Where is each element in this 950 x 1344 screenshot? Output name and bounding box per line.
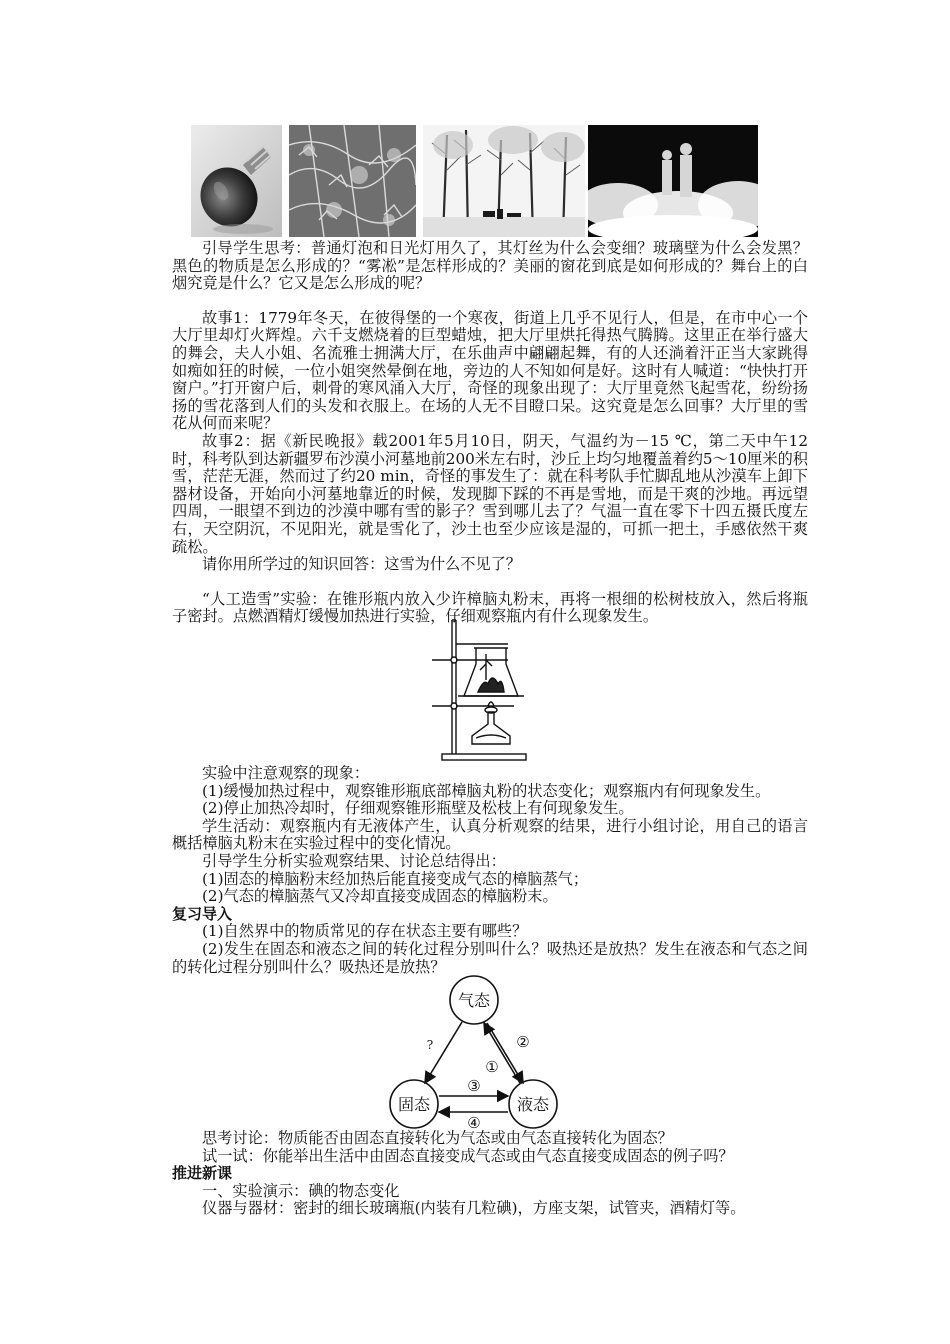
observe-item-2: (2)停止加热冷却时，仔细观察锥形瓶壁及松枝上有何现象发生。	[202, 799, 634, 818]
frost-flower-photo	[289, 125, 416, 237]
experiment-apparatus-figure	[428, 614, 540, 768]
intro-block	[172, 240, 808, 626]
unknown-marker: ?	[426, 1038, 434, 1052]
solid-label: 固态	[397, 1095, 431, 1114]
observe-title: 实验中注意观察的现象：	[202, 764, 370, 782]
try-paragraph: 试一试：你能举出生活中由固态直接变成气态或由气态直接变成固态的例子吗？	[202, 1146, 734, 1165]
activity-paragraph: 学生活动：观察瓶内有无液体产生，认真分析观察的结果，进行小组讨论，用自己的语言概括樟脑丸粉末在实验过程中的变化情况。	[172, 816, 808, 853]
observe-item-1: (1)缓慢加热过程中，观察锥形瓶底部樟脑丸粉的状态变化；观察瓶内有何现象发生。	[202, 781, 771, 800]
story2-paragraph: 故事2：据《新民晚报》载2001年5月10日，阴天，气温约为－15 ℃，第二天中午12时，科考队到达新疆罗布沙漠小河墓地前200米左右时，沙丘上均匀地覆盖着约5～10厘米的积雪，茫茫无涯，然而过了约20 min，奇怪的事发生了：就在科考队手忙脚乱地从沙漠车上卸下器材设备，开始向小河墓地靠近的时候，发现脚下踩的不再是雪地，而是干爽的沙地。再远望四周，一眼望不到边的沙漠中哪有雪的影子？雪到哪儿去了？气温一直在零下十四五摄氏度左右，天空阴沉，不见阳光，就是雪化了，沙土也至少应该是湿的，可抓一把土，手感依然干爽疏松。	[172, 431, 808, 556]
equipment-paragraph: 仪器与器材：密封的细长玻璃瓶(内装有几粒碘)，方座支架，试管夹，酒精灯等。	[202, 1199, 746, 1218]
intro-paragraph: 引导学生思考：普通灯泡和日光灯用久了，其灯丝为什么会变细？玻璃壁为什么会发黑？黑色的物质是怎么形成的？“雾凇”是怎样形成的？美丽的窗花到底是如何形成的？舞台上的白烟究竟是什么？它又是怎么形成的呢？	[172, 239, 808, 293]
process-2-label: ②	[516, 1033, 530, 1051]
conclusion-2: (2)气态的樟脑蒸气又冷却直接变成固态的樟脑粉末。	[202, 887, 558, 906]
story1-paragraph: 故事1：1779年冬天，在彼得堡的一个寒夜，街道上几乎不见行人，但是，在市中心一个大厅里却灯火辉煌。六千支燃烧着的巨型蜡烛，把大厅里烘托得热气腾腾。这里正在举行盛大的舞会，夫人小姐、名流雅士拥满大厅，在乐曲声中翩翩起舞，有的人还淌着汗正当大家跳得如痴如狂的时候，一位小姐突然晕倒在地，旁边的人不知如何是好。这时有人喊道：“快快打开窗户。”打开窗户后，刺骨的寒风涌入大厅，奇怪的现象出现了：大厅里竟然飞起雪花，纷纷扬扬的雪花落到人们的头发和衣服上。在场的人无不目瞪口呆。这究竟是怎么回事？大厅里的雪花从何而来呢？	[172, 308, 808, 433]
process-1-label: ①	[485, 1058, 499, 1076]
rime-trees-photo	[423, 125, 585, 237]
guide-paragraph: 引导学生分析实验观察结果、讨论总结得出：	[202, 851, 506, 870]
discussion-block	[172, 1130, 808, 1218]
gas-label: 气态	[457, 991, 491, 1010]
experiment-paragraph: “人工造雪”实验：在锥形瓶内放入少许樟脑丸粉末，再将一根细的松树枝放入，然后将瓶子密封。点燃酒精灯缓慢加热进行实验，仔细观察瓶内有什么现象发生。	[172, 589, 808, 626]
section-1-title: 一、实验演示：碘的物态变化	[202, 1181, 400, 1200]
process-3-label: ③	[467, 1077, 481, 1095]
conclusion-1: (1)固态的樟脑粉末经加热后能直接变成气态的樟脑蒸气；	[202, 869, 589, 888]
review-question-1: (1)自然界中的物质常见的存在状态主要有哪些？	[202, 922, 528, 941]
light-bulb-photo	[191, 125, 282, 237]
process-4-label: ④	[467, 1114, 481, 1132]
review-heading: 复习导入	[172, 904, 233, 923]
think-paragraph: 思考讨论：物质能否由固态直接转化为气态或由气态直接转化为固态？	[202, 1129, 673, 1147]
review-question-2: (2)发生在固态和液态之间的转化过程分别叫什么？吸热还是放热？发生在液态和气态之间的转化过程分别叫什么？吸热还是放热？	[172, 939, 808, 976]
state-change-diagram	[380, 968, 570, 1142]
liquid-label: 液态	[516, 1095, 550, 1114]
observation-block	[172, 765, 808, 976]
question-paragraph: 请你用所学过的知识回答：这雪为什么不见了？	[202, 555, 521, 574]
new-lesson-heading: 推进新课	[172, 1164, 233, 1183]
stage-smoke-photo	[588, 125, 758, 237]
